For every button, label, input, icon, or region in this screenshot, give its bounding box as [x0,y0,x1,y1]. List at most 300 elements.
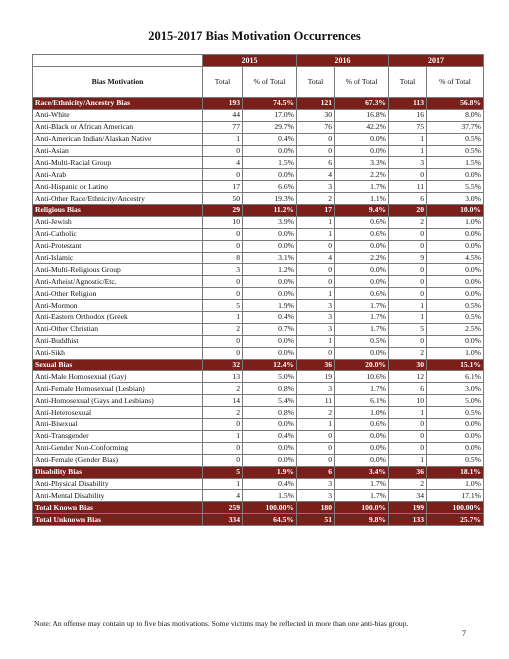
total-cell-2017: 0 [389,288,427,300]
table-row [33,419,484,431]
total-cell-2017: 2 [389,216,427,228]
total-cell-2015: 44 [203,109,243,121]
total-cell-2016: 1 [297,288,335,300]
year-header-2015: 2015 [203,55,297,67]
total-cell-2015: 29 [203,205,243,217]
table-row [33,430,484,442]
table-row [33,478,484,490]
total-cell-2017: 2 [389,478,427,490]
category-row [33,205,484,217]
table-row [33,407,484,419]
pct-cell-2017: 10.0% [427,205,484,217]
bias-label: Anti-Gender Non-Conforming [33,442,203,454]
bias-label: Anti-Buddhist [33,335,203,347]
category-row [33,466,484,478]
bias-label: Anti-Catholic [33,228,203,240]
pct-cell-2017: 1.0% [427,216,484,228]
pct-cell-2015: 64.5% [243,514,297,526]
table-row [33,454,484,466]
total-header-2017: Total [389,67,427,98]
total-cell-2016: 121 [297,98,335,110]
pct-cell-2016: 20.0% [335,359,389,371]
column-header-row [33,67,484,98]
category-row [33,98,484,110]
total-cell-2016: 0 [297,145,335,157]
pct-cell-2016: 16.8% [335,109,389,121]
pct-cell-2015: 0.4% [243,430,297,442]
total-cell-2017: 0 [389,228,427,240]
table-row [33,347,484,359]
pct-cell-2015: 0.8% [243,383,297,395]
bias-label: Anti-Male Homosexual (Gay) [33,371,203,383]
pct-cell-2015: 3.1% [243,252,297,264]
pct-cell-2016: 1.0% [335,407,389,419]
total-header-2016: Total [297,67,335,98]
pct-cell-2016: 3.4% [335,466,389,478]
pct-cell-2015: 0.0% [243,240,297,252]
total-cell-2015: 1 [203,312,243,324]
table-row [33,371,484,383]
total-cell-2017: 36 [389,466,427,478]
pct-header-2016: % of Total [335,67,389,98]
total-cell-2016: 76 [297,121,335,133]
pct-cell-2015: 0.0% [243,228,297,240]
pct-cell-2016: 1.1% [335,193,389,205]
pct-cell-2017: 3.0% [427,193,484,205]
total-cell-2017: 1 [389,407,427,419]
total-cell-2016: 3 [297,323,335,335]
bias-label: Anti-Female Homosexual (Lesbian) [33,383,203,395]
table-row [33,133,484,145]
total-cell-2016: 6 [297,157,335,169]
pct-cell-2015: 0.0% [243,442,297,454]
pct-cell-2016: 1.7% [335,383,389,395]
total-cell-2016: 1 [297,419,335,431]
total-cell-2017: 34 [389,490,427,502]
pct-cell-2015: 0.0% [243,288,297,300]
pct-cell-2017: 2.5% [427,323,484,335]
total-cell-2016: 3 [297,478,335,490]
table-row [33,216,484,228]
pct-cell-2015: 19.3% [243,193,297,205]
pct-cell-2015: 11.2% [243,205,297,217]
pct-cell-2015: 5.4% [243,395,297,407]
bias-label: Anti-Eastern Orthodox (Greek [33,312,203,324]
pct-cell-2016: 0.0% [335,133,389,145]
table-row [33,252,484,264]
pct-cell-2015: 6.6% [243,181,297,193]
total-cell-2016: 0 [297,276,335,288]
total-cell-2016: 19 [297,371,335,383]
pct-cell-2016: 10.6% [335,371,389,383]
total-cell-2015: 1 [203,133,243,145]
table-row [33,240,484,252]
pct-cell-2017: 0.5% [427,312,484,324]
total-cell-2015: 1 [203,478,243,490]
total-cell-2015: 1 [203,430,243,442]
table-row [33,335,484,347]
pct-cell-2015: 3.9% [243,216,297,228]
pct-cell-2016: 0.6% [335,228,389,240]
total-cell-2017: 75 [389,121,427,133]
pct-cell-2015: 0.0% [243,419,297,431]
total-cell-2016: 0 [297,442,335,454]
table-row [33,323,484,335]
total-cell-2015: 0 [203,240,243,252]
total-cell-2017: 10 [389,395,427,407]
bias-label: Anti-Multi-Racial Group [33,157,203,169]
total-cell-2017: 133 [389,514,427,526]
pct-cell-2015: 0.0% [243,335,297,347]
pct-cell-2017: 0.0% [427,419,484,431]
pct-cell-2016: 100.0% [335,502,389,514]
total-cell-2015: 5 [203,300,243,312]
bias-label: Sexual Bias [33,359,203,371]
table-row [33,109,484,121]
pct-cell-2016: 0.0% [335,430,389,442]
page-number: 7 [462,629,466,638]
total-cell-2017: 1 [389,145,427,157]
bias-label: Anti-Hispanic or Latino [33,181,203,193]
bias-label: Anti-Protestant [33,240,203,252]
footnote: Note: An offense may contain up to five bias motivations. Some victims may be reflected in more than one anti-bias group. [34,619,409,628]
bias-label: Anti-Heterosexual [33,407,203,419]
pct-cell-2016: 0.0% [335,442,389,454]
pct-cell-2017: 0.0% [427,430,484,442]
total-cell-2016: 3 [297,300,335,312]
total-cell-2017: 6 [389,383,427,395]
pct-cell-2016: 1.7% [335,490,389,502]
pct-cell-2015: 1.2% [243,264,297,276]
pct-cell-2016: 0.0% [335,240,389,252]
total-cell-2017: 30 [389,359,427,371]
pct-cell-2016: 0.0% [335,347,389,359]
total-cell-2015: 2 [203,383,243,395]
total-cell-2016: 4 [297,169,335,181]
pct-cell-2017: 0.0% [427,276,484,288]
total-cell-2017: 20 [389,205,427,217]
total-cell-2015: 50 [203,193,243,205]
pct-cell-2016: 0.5% [335,335,389,347]
pct-cell-2015: 1.9% [243,466,297,478]
total-cell-2015: 0 [203,228,243,240]
pct-cell-2017: 8.0% [427,109,484,121]
table-row [33,121,484,133]
total-cell-2015: 5 [203,466,243,478]
total-header-2015: Total [203,67,243,98]
total-cell-2016: 0 [297,454,335,466]
total-cell-2016: 2 [297,407,335,419]
pct-cell-2016: 42.2% [335,121,389,133]
total-cell-2016: 36 [297,359,335,371]
pct-cell-2017: 37.7% [427,121,484,133]
pct-cell-2017: 25.7% [427,514,484,526]
bias-label: Anti-Arab [33,169,203,181]
pct-cell-2017: 0.0% [427,169,484,181]
total-cell-2017: 0 [389,442,427,454]
pct-cell-2017: 0.0% [427,442,484,454]
table-row [33,300,484,312]
total-cell-2017: 0 [389,276,427,288]
bias-label: Anti-Transgender [33,430,203,442]
total-cell-2015: 32 [203,359,243,371]
pct-cell-2017: 0.0% [427,240,484,252]
pct-cell-2017: 0.0% [427,335,484,347]
table-row [33,157,484,169]
bias-label: Race/Ethnicity/Ancestry Bias [33,98,203,110]
bias-motivation-header: Bias Motivation [33,67,203,98]
bias-label: Anti-Homosexual (Gays and Lesbians) [33,395,203,407]
pct-cell-2015: 0.4% [243,312,297,324]
pct-cell-2016: 1.7% [335,478,389,490]
table-row [33,288,484,300]
pct-cell-2015: 0.0% [243,347,297,359]
total-cell-2017: 12 [389,371,427,383]
total-cell-2016: 3 [297,181,335,193]
pct-cell-2016: 0.6% [335,288,389,300]
total-cell-2015: 17 [203,181,243,193]
total-cell-2016: 1 [297,335,335,347]
pct-header-2017: % of Total [427,67,484,98]
table-row [33,383,484,395]
total-cell-2017: 199 [389,502,427,514]
total-cell-2015: 193 [203,98,243,110]
table-body [33,98,484,526]
table-row [33,276,484,288]
total-cell-2017: 0 [389,240,427,252]
pct-cell-2016: 1.7% [335,181,389,193]
total-cell-2015: 0 [203,276,243,288]
bias-label: Anti-Mental Disability [33,490,203,502]
pct-cell-2017: 0.5% [427,300,484,312]
pct-cell-2016: 0.0% [335,276,389,288]
total-cell-2015: 14 [203,395,243,407]
pct-cell-2017: 0.5% [427,133,484,145]
pct-cell-2015: 1.9% [243,300,297,312]
bias-label: Anti-Mormon [33,300,203,312]
pct-cell-2015: 0.0% [243,276,297,288]
total-cell-2015: 0 [203,419,243,431]
pct-cell-2015: 1.5% [243,157,297,169]
pct-cell-2017: 1.0% [427,478,484,490]
total-cell-2016: 0 [297,347,335,359]
pct-cell-2017: 0.0% [427,288,484,300]
year-header-2017: 2017 [389,55,484,67]
bias-label: Anti-Other Religion [33,288,203,300]
pct-cell-2017: 4.5% [427,252,484,264]
total-cell-2015: 4 [203,157,243,169]
total-cell-2017: 1 [389,312,427,324]
total-cell-2017: 0 [389,169,427,181]
total-cell-2017: 0 [389,335,427,347]
pct-cell-2016: 0.0% [335,454,389,466]
pct-cell-2017: 6.1% [427,371,484,383]
total-row [33,502,484,514]
total-cell-2016: 30 [297,109,335,121]
total-cell-2016: 3 [297,490,335,502]
bias-label: Anti-Atheist/Agnostic/Etc. [33,276,203,288]
total-cell-2016: 11 [297,395,335,407]
pct-cell-2017: 0.5% [427,145,484,157]
bias-label: Anti-Black or African American [33,121,203,133]
total-cell-2016: 3 [297,383,335,395]
total-cell-2015: 77 [203,121,243,133]
pct-cell-2015: 0.0% [243,145,297,157]
pct-cell-2017: 1.0% [427,347,484,359]
total-cell-2017: 1 [389,300,427,312]
year-header-row [33,55,484,67]
total-cell-2017: 9 [389,252,427,264]
total-cell-2015: 13 [203,371,243,383]
pct-cell-2017: 15.1% [427,359,484,371]
pct-cell-2015: 100.00% [243,502,297,514]
bias-label: Anti-Jewish [33,216,203,228]
pct-cell-2017: 0.0% [427,228,484,240]
pct-cell-2015: 0.0% [243,454,297,466]
pct-cell-2015: 17.0% [243,109,297,121]
total-cell-2017: 11 [389,181,427,193]
pct-cell-2017: 18.1% [427,466,484,478]
table-row [33,264,484,276]
total-cell-2017: 0 [389,264,427,276]
total-cell-2016: 1 [297,216,335,228]
table-row [33,169,484,181]
table-row [33,193,484,205]
pct-cell-2016: 9.4% [335,205,389,217]
total-cell-2015: 259 [203,502,243,514]
pct-cell-2016: 67.3% [335,98,389,110]
year-header-2016: 2016 [297,55,389,67]
total-cell-2016: 0 [297,264,335,276]
pct-cell-2017: 5.5% [427,181,484,193]
pct-cell-2017: 0.0% [427,264,484,276]
bias-label: Anti-Female (Gender Bias) [33,454,203,466]
pct-cell-2016: 1.7% [335,323,389,335]
total-cell-2016: 51 [297,514,335,526]
table-row [33,228,484,240]
table-row [33,312,484,324]
pct-cell-2016: 0.6% [335,419,389,431]
pct-cell-2015: 0.8% [243,407,297,419]
pct-cell-2015: 29.7% [243,121,297,133]
bias-label: Anti-Sikh [33,347,203,359]
bias-label: Anti-Physical Disability [33,478,203,490]
pct-cell-2017: 0.5% [427,454,484,466]
total-cell-2015: 2 [203,407,243,419]
total-cell-2016: 0 [297,430,335,442]
pct-cell-2017: 56.8% [427,98,484,110]
total-cell-2015: 0 [203,454,243,466]
total-cell-2016: 4 [297,252,335,264]
pct-cell-2016: 6.1% [335,395,389,407]
bias-label: Religious Bias [33,205,203,217]
bias-label: Anti-White [33,109,203,121]
total-cell-2015: 0 [203,442,243,454]
pct-cell-2017: 100.00% [427,502,484,514]
table-row [33,145,484,157]
total-cell-2015: 8 [203,252,243,264]
table-row [33,442,484,454]
bias-label: Total Known Bias [33,502,203,514]
total-cell-2015: 0 [203,169,243,181]
pct-cell-2016: 1.7% [335,312,389,324]
total-cell-2017: 6 [389,193,427,205]
pct-cell-2017: 3.0% [427,383,484,395]
pct-cell-2016: 0.6% [335,216,389,228]
pct-cell-2016: 0.0% [335,264,389,276]
total-cell-2017: 3 [389,157,427,169]
total-cell-2017: 1 [389,133,427,145]
total-cell-2016: 2 [297,193,335,205]
total-cell-2015: 4 [203,490,243,502]
page-title: 2015-2017 Bias Motivation Occurrences [148,29,361,43]
bias-label: Anti-Islamic [33,252,203,264]
total-cell-2016: 17 [297,205,335,217]
table-row [33,395,484,407]
table-row [33,181,484,193]
total-cell-2017: 0 [389,419,427,431]
pct-cell-2016: 3.3% [335,157,389,169]
table-row [33,490,484,502]
total-cell-2015: 334 [203,514,243,526]
total-cell-2015: 0 [203,288,243,300]
total-cell-2015: 0 [203,335,243,347]
pct-cell-2017: 5.0% [427,395,484,407]
total-cell-2016: 0 [297,240,335,252]
header-corner [33,55,203,67]
bias-label: Anti-Multi-Religious Group [33,264,203,276]
pct-cell-2016: 2.2% [335,169,389,181]
pct-cell-2015: 1.5% [243,490,297,502]
total-cell-2017: 16 [389,109,427,121]
total-cell-2015: 0 [203,347,243,359]
pct-cell-2015: 5.0% [243,371,297,383]
bias-label: Disability Bias [33,466,203,478]
total-cell-2015: 2 [203,323,243,335]
total-cell-2016: 3 [297,312,335,324]
total-cell-2017: 1 [389,454,427,466]
total-cell-2015: 10 [203,216,243,228]
total-cell-2017: 113 [389,98,427,110]
total-cell-2017: 5 [389,323,427,335]
pct-cell-2016: 2.2% [335,252,389,264]
pct-cell-2017: 17.1% [427,490,484,502]
pct-cell-2017: 0.5% [427,407,484,419]
bias-label: Anti-Bisexual [33,419,203,431]
total-cell-2015: 3 [203,264,243,276]
pct-cell-2015: 0.4% [243,478,297,490]
pct-cell-2015: 0.4% [243,133,297,145]
total-row [33,514,484,526]
total-cell-2017: 0 [389,430,427,442]
pct-cell-2016: 1.7% [335,300,389,312]
pct-cell-2016: 0.0% [335,145,389,157]
total-cell-2016: 1 [297,228,335,240]
bias-label: Anti-American Indian/Alaskan Native [33,133,203,145]
total-cell-2016: 6 [297,466,335,478]
pct-cell-2015: 74.5% [243,98,297,110]
pct-cell-2017: 1.5% [427,157,484,169]
total-cell-2016: 0 [297,133,335,145]
pct-cell-2015: 0.7% [243,323,297,335]
bias-table [32,54,484,526]
bias-label: Anti-Other Christian [33,323,203,335]
category-row [33,359,484,371]
total-cell-2015: 0 [203,145,243,157]
pct-cell-2015: 12.4% [243,359,297,371]
pct-cell-2015: 0.0% [243,169,297,181]
pct-cell-2016: 9.8% [335,514,389,526]
